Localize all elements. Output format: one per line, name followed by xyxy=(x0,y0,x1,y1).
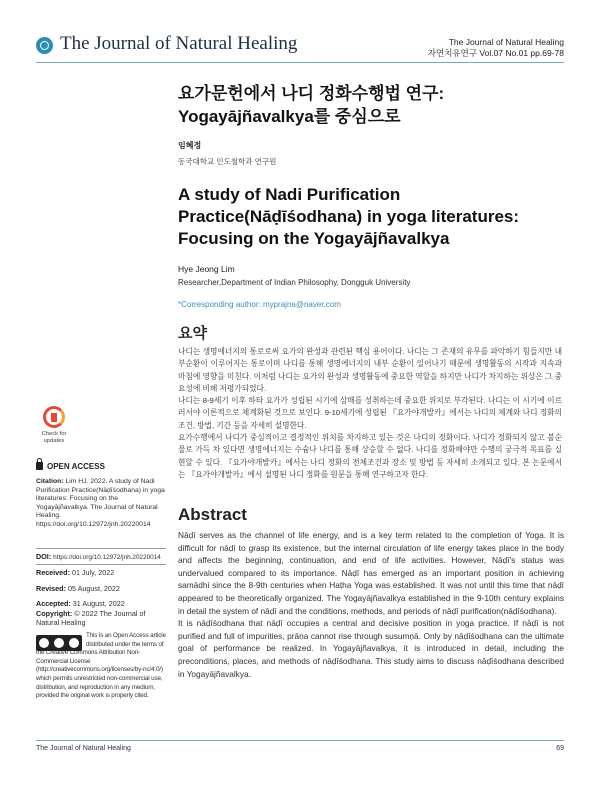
doi-link[interactable]: https://doi.org/10.12972/jnh.20220014 xyxy=(53,554,161,561)
doi-label: DOI: xyxy=(36,552,52,561)
english-author: Hye Jeong Lim xyxy=(178,264,235,274)
accepted-value: 31 August, 2022 xyxy=(72,599,125,608)
accepted-date xyxy=(36,599,125,608)
sidebar-divider xyxy=(36,548,166,549)
footer-divider xyxy=(36,740,564,741)
korean-abstract-body xyxy=(178,346,562,481)
check-updates-text: updates xyxy=(43,437,65,444)
revised-label: Revised: xyxy=(36,584,66,593)
sidebar-divider xyxy=(36,564,166,565)
citation-text: Lim HJ. 2022. A study of Nadi Purification Practice(Nāḍīśodhana) in yoga literatures: Focusing on the Yogayājñavalkya. The Journal of Natural Healing. https://doi.org/10.12972/jnh.20220014 xyxy=(36,478,165,528)
journal-logo-icon xyxy=(36,37,53,54)
korean-abstract-paragraph: 나디는 8-9세기 이후 하타 요가가 성립된 시기에 삼매를 성취하는데 중요한 위치로 부각된다. 나디는 이 시기에 이르러서야 이론적으로 체계화된 것으로 보인다. 9-10세기에 성립된 『요가야개발카』에서는 나디의 체계와 나디 정화의 조건, 방법, 기간 등을 자세히 설명한다. xyxy=(178,396,562,430)
english-title-line: Focusing on the Yogayājñavalkya xyxy=(178,229,450,248)
english-abstract-heading: Abstract xyxy=(178,505,247,524)
korean-title-line: 요가문헌에서 나디 정화수행법 연구: xyxy=(178,84,445,103)
revised-date xyxy=(36,584,120,593)
korean-affiliation: 동국대학교 인도철학과 연구원 xyxy=(178,157,277,166)
license-body: the Creative Commons Attribution Non-Commercial License (http://creativecommons.org/licenses/by-nc/4.0/) which permits unrestricted non-commercial use, distribution, and reproduction in any medium, provided the original work is properly cited. xyxy=(36,649,163,700)
check-for-updates-badge[interactable] xyxy=(36,404,72,446)
header-divider xyxy=(36,62,564,63)
korean-abstract-heading: 요약 xyxy=(178,325,207,342)
check-updates-text: Check for xyxy=(41,431,67,437)
copyright-info xyxy=(36,609,166,627)
english-title-line: A study of Nadi Purification xyxy=(178,185,401,204)
english-affiliation: Researcher,Department of Indian Philosophy, Dongguk University xyxy=(178,278,411,287)
license-text xyxy=(36,632,166,701)
english-abstract-paragraph: It is nāḍīśodhana that nāḍī occupies a central and decisive position in yoga practice. If nāḍī is not purified and full of impurities, prāṇa cannot rise through susumņā. Only by nāḍīśodhana can the ultimate goal of performance be realized. In Yogayājñavalkya, it is introduced in detail, including the preconditions, places, and methods of nāḍīśodhana. This study aims to discuss nāḍīśodhana described in Yogayājñavalkya. xyxy=(178,618,564,679)
received-label: Received: xyxy=(36,568,70,577)
page-header xyxy=(0,0,600,66)
bookmark-icon xyxy=(51,413,57,422)
check-updates-label xyxy=(36,431,72,444)
license-head: This is an Open Access article distributed under the terms of xyxy=(86,632,166,648)
korean-abstract-paragraph: 나디는 생명에너지의 통로로써 요가의 완성과 관련된 핵심 용어이다. 나디는 그 존재의 유무를 파악하기 힘들지만 내부순환이 이루어지는 통로이며 나디를 통해 생명에너지의 내부 순환이 일어나기 때문에 생명활동의 시작과 지속과 마침에 영향을 미친다. 이처럼 나디는 요가의 완성과 생명활동에 중요한 역할을 하지만 나디가 차지하는 위상은 그 중요성에 비해 저평가되었다. xyxy=(178,347,562,393)
korean-title xyxy=(178,82,558,128)
footer-journal-name: The Journal of Natural Healing xyxy=(36,745,131,752)
copyright-value: © 2022 The Journal of Natural Healing xyxy=(36,609,146,627)
page-number: 69 xyxy=(556,745,564,752)
english-title-line: Practice(Nāḍīśodhana) in yoga literatures: xyxy=(178,207,520,226)
english-abstract-paragraph: Nāḍī serves as the channel of life energy, and is a key term related to the completion of Yoga. It is difficult for nāḍī to grasp its existence, but the internal circulation of life energy takes place in the body and affects the beginning, continuation, and end of life activities. However, Nāḍī's status was undervalued compared to its importance. Nāḍī has emerged as an important position in achieving samādhi since the 8-9th centuries when Haṭha Yoga was established. It was not until this time that nāḍī appeared to be theoretically organized. The Yogayājñavalkya established in the 9-10th century explains in detail the system of nāḍī and the conditions, methods, and periods of nāḍī purification(nāḍīśodhana). xyxy=(178,530,564,616)
open-lock-icon xyxy=(36,462,43,470)
journal-issue-info xyxy=(428,37,564,59)
open-access-text: OPEN ACCESS xyxy=(47,462,105,471)
copyright-label: Copyright: xyxy=(36,609,73,618)
korean-abstract-paragraph: 요가수행에서 나디가 중심적이고 결정적인 위치를 차지하고 있는 것은 나디의 정화이다. 나디가 정화되지 않고 불순물로 가득 차 있다면 생명에너지는 수슘나 나디를 통해 상승할 수 없다. 나디를 정화해야만 수행의 궁극적 목표를 실현할 수 있다. 『요가야개발카』에서는 나디 정화의 전체조건과 장소 및 방법 등 자세히 소개되고 있다. 본 논문에서는 『요가야개발카』에서 설명된 나디 정화를 원문을 통해 연구하고자 한다. xyxy=(178,433,562,479)
journal-name-small: The Journal of Natural Healing xyxy=(448,37,564,47)
english-abstract-body xyxy=(178,529,564,680)
korean-author: 임혜정 xyxy=(178,141,202,150)
corresponding-author-email[interactable]: *Corresponding author: myprajna@naver.com xyxy=(178,300,341,309)
citation-block xyxy=(36,478,168,530)
received-value: 01 July, 2022 xyxy=(71,568,115,577)
korean-title-line: Yogayājñavalkya를 중심으로 xyxy=(178,107,401,126)
revised-value: 05 August, 2022 xyxy=(67,584,120,593)
citation-label: Citation: xyxy=(36,478,64,485)
open-access-label xyxy=(36,462,105,471)
accepted-label: Accepted: xyxy=(36,599,71,608)
received-date xyxy=(36,568,114,577)
english-title xyxy=(178,184,568,250)
volume-info: 자연치유연구 Vol.07 No.01 pp.69-78 xyxy=(427,48,564,58)
doi-info xyxy=(36,552,161,561)
journal-title: The Journal of Natural Healing xyxy=(60,33,298,54)
